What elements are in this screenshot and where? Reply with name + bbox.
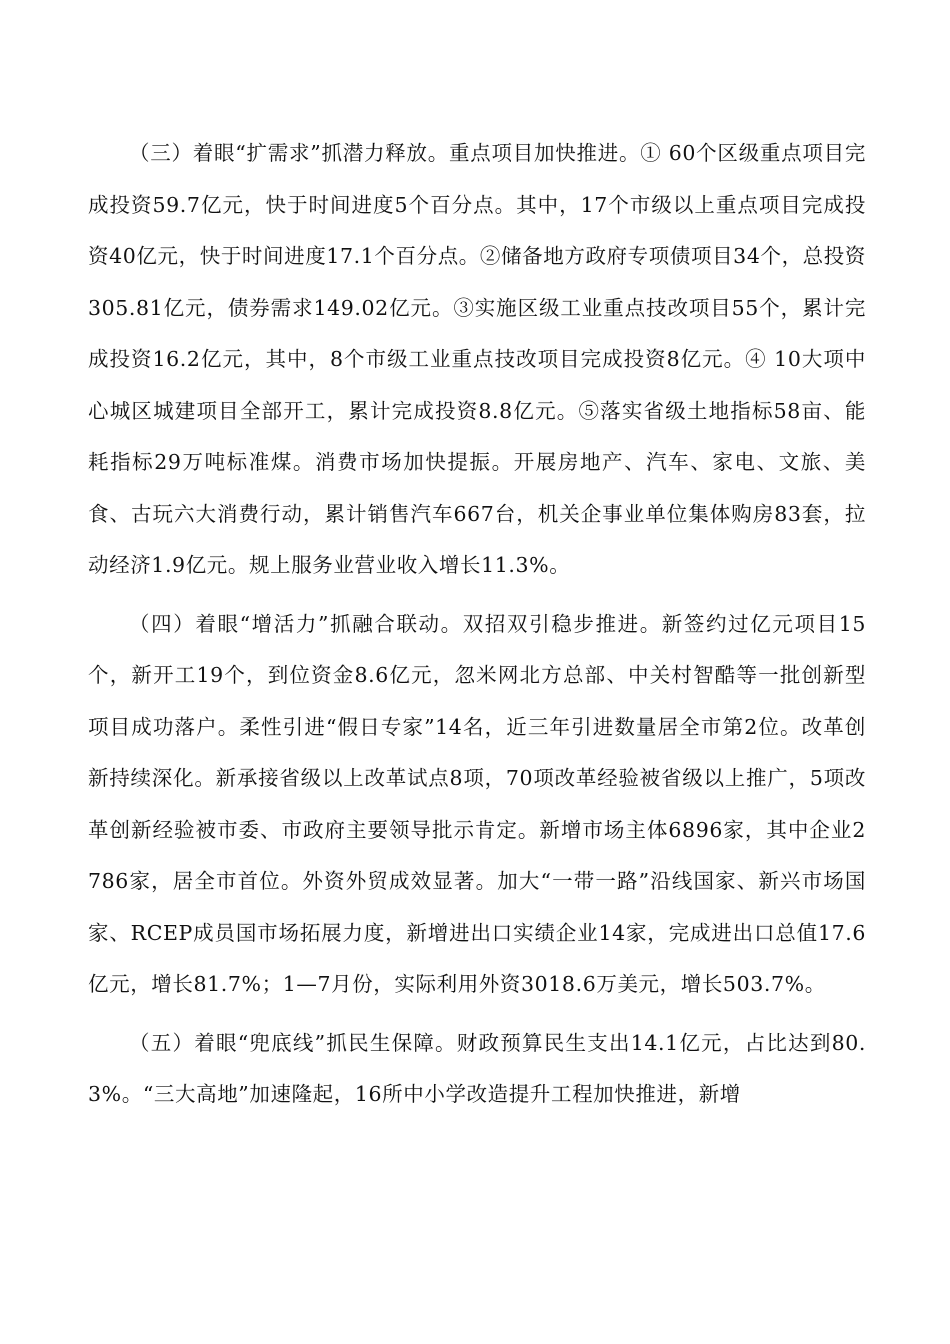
document-body [88,128,866,1128]
paragraph-demand-expansion: （三）着眼“扩需求”抓潜力释放。重点项目加快推进。① 60个区级重点项目完成投资59.7亿元，快于时间进度5个百分点。其中，17个市级以上重点项目完成投资40亿元，快于时间进度17.1个百分点。②储备地方政府专项债项目34个，总投资305.81亿元，债券需求149.02亿元。③实施区级工业重点技改项目55个，累计完成投资16.2亿元，其中，8个市级工业重点技改项目完成投资8亿元。④ 10大项中心城区城建项目全部开工，累计完成投资8.8亿元。⑤落实省级土地指标58亩、能耗指标29万吨标准煤。消费市场加快提振。开展房地产、汽车、家电、文旅、美食、古玩六大消费行动，累计销售汽车667台，机关企事业单位集体购房83套，拉动经济1.9亿元。规上服务业营业收入增长11.3%。 [88,141,866,577]
paragraph-vitality-boost: （四）着眼“增活力”抓融合联动。双招双引稳步推进。新签约过亿元项目15个，新开工19个，到位资金8.6亿元，忽米网北方总部、中关村智酷等一批创新型项目成功落户。柔性引进“假日专家”14名，近三年引进数量居全市第2位。改革创新持续深化。新承接省级以上改革试点8项，70项改革经验被省级以上推广，5项改革创新经验被市委、市政府主要领导批示肯定。新增市场主体6896家，其中企业2786家，居全市首位。外资外贸成效显著。加大“一带一路”沿线国家、新兴市场国家、RCEP成员国市场拓展力度，新增进出口实绩企业14家，完成进出口总值17.6亿元，增长81.7%；1—7月份，实际利用外资3018.6万美元，增长503.7%。 [88,611,866,996]
paragraph-livelihood-security: （五）着眼“兜底线”抓民生保障。财政预算民生支出14.1亿元，占比达到80.3%。“三大高地”加速隆起，16所中小学改造提升工程加快推进，新增 [88,1030,866,1106]
